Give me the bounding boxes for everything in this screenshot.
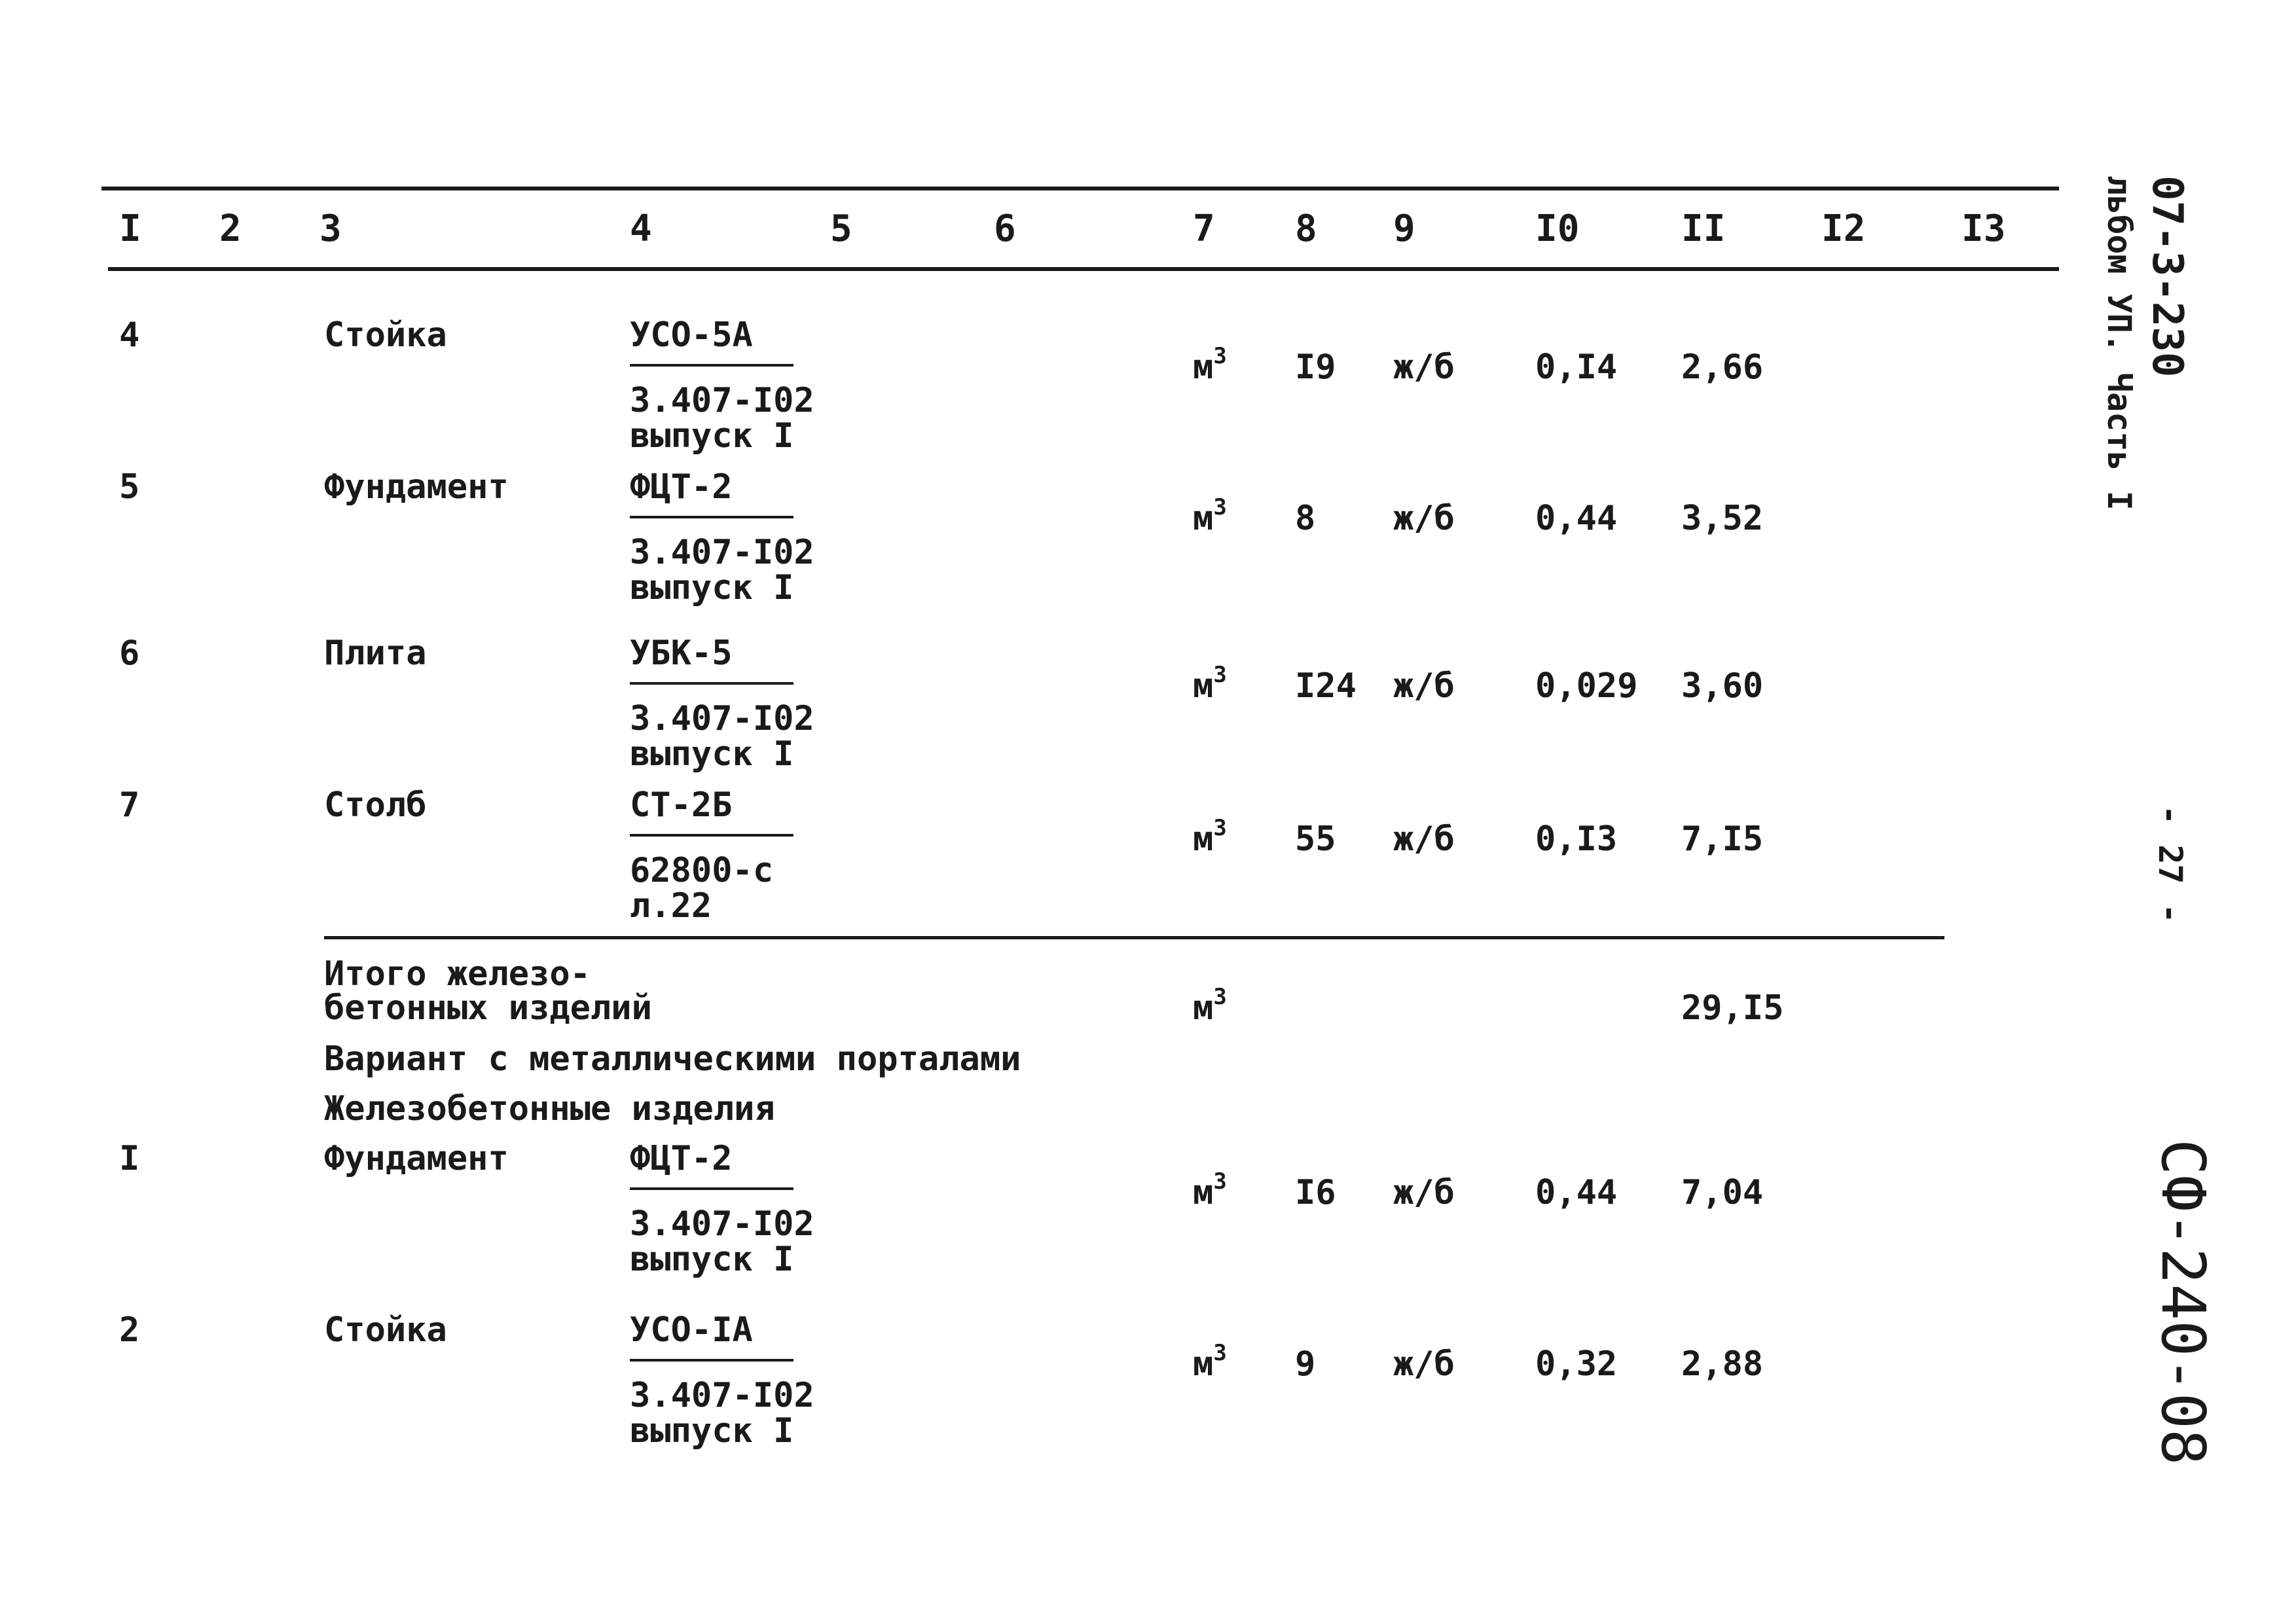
col-header-8: 8 <box>1295 208 1317 250</box>
row-4-unit-value: 0,I4 <box>1535 348 1618 387</box>
row2-1-mark: ФЦТ-2 <box>630 1139 733 1178</box>
margin-project-code: СФ-240-08 <box>2148 1139 2218 1466</box>
row-5-mark: ФЦТ-2 <box>630 467 733 507</box>
row-4-doc-line2: выпуск I <box>630 416 794 456</box>
row2-1-doc-line1: 3.407-I02 <box>630 1204 814 1244</box>
row2-2-unit-value: 0,32 <box>1535 1344 1618 1384</box>
row2-1-unit-exp: 3 <box>1213 1168 1227 1195</box>
header-bottom-rule <box>108 267 2059 271</box>
row2-2-name: Стойка <box>324 1310 447 1350</box>
row2-2-doc-line1: 3.407-I02 <box>630 1376 814 1415</box>
row2-1-num: I <box>119 1139 140 1178</box>
row2-2-unit: $м^3$ <box>1193 1340 1227 1384</box>
row-6-qty: I24 <box>1295 666 1357 706</box>
row2-2-num: 2 <box>119 1310 140 1350</box>
row2-1-material: ж/б <box>1393 1173 1455 1212</box>
margin-page-number: - 27 - <box>2151 805 2189 924</box>
row-4-doc-line1: 3.407-I02 <box>630 381 814 420</box>
row-6-doc-line1: 3.407-I02 <box>630 699 814 738</box>
row-5-mark-divider <box>630 516 793 518</box>
row-5-unit-value: 0,44 <box>1535 499 1618 538</box>
row-7-unit: $м^3$ <box>1193 815 1227 859</box>
row-4-material: ж/б <box>1393 348 1455 387</box>
row-5-doc-line2: выпуск I <box>630 568 794 607</box>
row-4-unit: $м^3$ <box>1193 343 1227 387</box>
row2-1-qty: I6 <box>1295 1173 1336 1212</box>
col-header-4: 4 <box>630 208 652 250</box>
row-4-mark-divider <box>630 364 793 367</box>
row-5-num: 5 <box>119 467 140 507</box>
col-header-9: 9 <box>1393 208 1415 250</box>
row-6-total: 3,60 <box>1681 666 1764 706</box>
row2-2-mark-divider <box>630 1359 793 1362</box>
row2-2-mark: УСО-IА <box>630 1310 753 1350</box>
row2-1-unit-value: 0,44 <box>1535 1173 1618 1212</box>
col-header-7: 7 <box>1193 208 1215 250</box>
row2-1-name: Фундамент <box>324 1139 509 1178</box>
row-7-doc-line1: 62800-с <box>630 851 774 890</box>
col-header-3: 3 <box>319 208 342 250</box>
row2-2-qty: 9 <box>1295 1344 1316 1384</box>
row-5-material: ж/б <box>1393 499 1455 538</box>
row-6-unit-value: 0,029 <box>1535 666 1638 706</box>
row-5-doc-line1: 3.407-I02 <box>630 533 814 572</box>
row-5-name: Фундамент <box>324 467 509 507</box>
row-6-unit-exp: 3 <box>1213 662 1227 688</box>
row2-1-unit: $м^3$ <box>1193 1168 1227 1212</box>
row-4-unit-exp: 3 <box>1213 343 1227 369</box>
row-4-name: Стойка <box>324 316 447 355</box>
row-7-unit-exp: 3 <box>1213 815 1227 841</box>
row-7-mark: СТ-2Б <box>630 785 733 825</box>
summary-total: 29,I5 <box>1681 988 1784 1028</box>
row-7-name: Столб <box>324 785 427 825</box>
row2-2-total: 2,88 <box>1681 1344 1764 1384</box>
col-header-1: I <box>119 208 141 250</box>
col-header-2: 2 <box>219 208 242 250</box>
row-7-qty: 55 <box>1295 820 1336 859</box>
row2-2-unit-exp: 3 <box>1213 1340 1227 1366</box>
row2-1-total: 7,04 <box>1681 1173 1764 1212</box>
variant-title: Вариант с металлическими порталами <box>324 1039 1021 1079</box>
row-6-name: Плита <box>324 634 427 673</box>
row-7-material: ж/б <box>1393 820 1455 859</box>
group-title: Железобетонные изделия <box>324 1089 775 1128</box>
summary-line1: Итого железо- <box>324 954 591 994</box>
row-4-qty: I9 <box>1295 348 1336 387</box>
row-7-total: 7,I5 <box>1681 820 1764 859</box>
row-4-mark: УСО-5А <box>630 316 753 355</box>
row-7-mark-divider <box>630 834 793 837</box>
row-7-doc-line2: л.22 <box>630 886 712 926</box>
col-header-5: 5 <box>830 208 852 250</box>
row-5-unit-exp: 3 <box>1213 494 1227 520</box>
row-6-mark: УБК-5 <box>630 634 733 673</box>
summary-unit: $м^3$ <box>1193 984 1227 1028</box>
row-6-unit: $м^3$ <box>1193 662 1227 706</box>
row-4-num: 4 <box>119 316 140 355</box>
margin-album: льбом УП. Часть I <box>2100 175 2138 511</box>
header-top-rule <box>101 187 2059 190</box>
col-header-12: I2 <box>1821 208 1866 250</box>
row2-1-mark-divider <box>630 1187 793 1190</box>
summary-line2: бетонных изделий <box>324 988 652 1028</box>
margin-doc-code: 07-3-230 <box>2143 175 2191 378</box>
row-5-qty: 8 <box>1295 499 1316 538</box>
summary-rule <box>324 936 1944 939</box>
col-header-10: I0 <box>1535 208 1580 250</box>
col-header-13: I3 <box>1961 208 2006 250</box>
row2-1-doc-line2: выпуск I <box>630 1240 794 1279</box>
row-5-unit: $м^3$ <box>1193 494 1227 538</box>
col-header-6: 6 <box>994 208 1016 250</box>
summary-unit-exp: 3 <box>1213 984 1227 1010</box>
row-4-total: 2,66 <box>1681 348 1764 387</box>
row-5-total: 3,52 <box>1681 499 1764 538</box>
row2-2-doc-line2: выпуск I <box>630 1411 794 1451</box>
row-6-doc-line2: выпуск I <box>630 734 794 774</box>
row-6-mark-divider <box>630 682 793 685</box>
row2-2-material: ж/б <box>1393 1344 1455 1384</box>
row-6-material: ж/б <box>1393 666 1455 706</box>
col-header-11: II <box>1681 208 1726 250</box>
row-7-num: 7 <box>119 785 140 825</box>
row-6-num: 6 <box>119 634 140 673</box>
row-7-unit-value: 0,I3 <box>1535 820 1618 859</box>
